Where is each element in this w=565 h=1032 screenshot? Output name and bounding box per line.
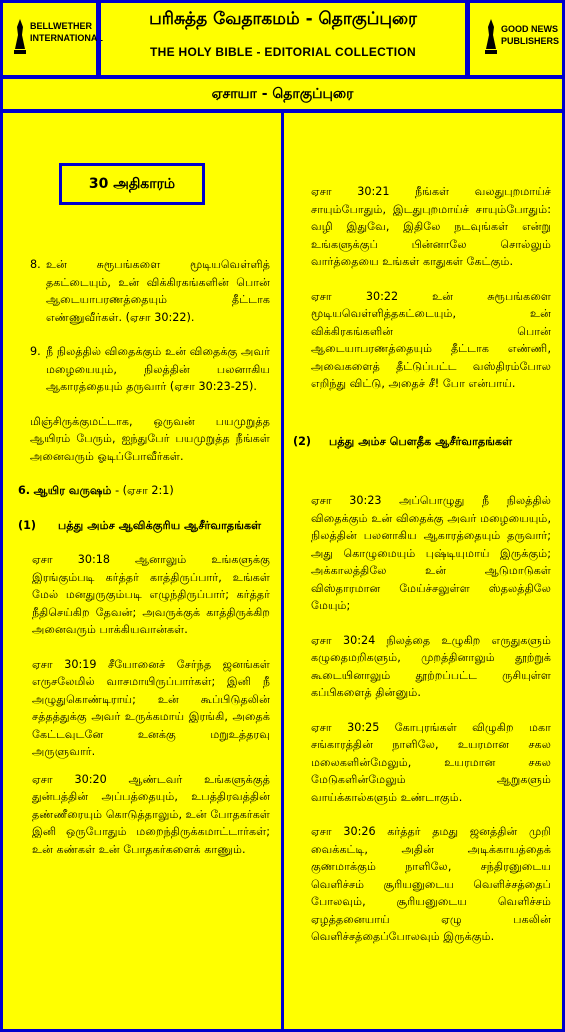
right-logo-text: GOOD NEWS PUBLISHERS bbox=[501, 24, 560, 46]
section-6-number: 6. bbox=[18, 484, 31, 497]
verse-30-24: ஏசா 30:24 நிலத்தை உழுகிற எருதுகளும் கழுதைமறிகளும், முறத்தினாலும் தூற்றுக் கூடையினாலும் தூற்றப்பட்ட ருசியுள்ள கப்பிகளைத் தின்னும். bbox=[311, 633, 551, 699]
title-tamil: பரிசுத்த வேதாகமம் - தொகுப்புரை bbox=[149, 9, 417, 29]
item-8-number: 8. bbox=[30, 258, 41, 271]
section-6-title: ஆயிர வருஷம் bbox=[33, 484, 112, 497]
chapter-label: 30 அதிகாரம் bbox=[59, 163, 205, 205]
subsection-1-number: (1) bbox=[18, 518, 37, 532]
verse-30-25: ஏசா 30:25 கோபுரங்கள் விழுகிற மகா சங்காரத்தின் நாளிலே, உயரமான சகல மலைகளின்மேலும், உயரமான சகல மேடுகளின்மேலும் ஆறுகளும் வாய்க்கால்களும் உண்டாகும். bbox=[311, 720, 551, 804]
threat-paragraph: மிஞ்சிருக்குமட்டாக, ஒருவன் பயமுறுத்த ஆயிரம் பேரும், ஐந்துபேர் பயமுறுத்த நீங்கள் அனைவரும் ஓடிப்போவீர்கள். bbox=[30, 414, 270, 463]
subsection-2-heading bbox=[293, 433, 551, 451]
subsection-2-row bbox=[293, 433, 551, 451]
item-8-text: உன் சுரூபங்களை மூடியவெள்ளித் தகட்டையும், உன் விக்கிரகங்களின் பொன் ஆடையாபரணத்தையும் தீட்டாக எண்ணுவீர்கள். (ஏசா 30:22). bbox=[46, 258, 270, 324]
bellwether-logo-icon bbox=[13, 17, 27, 57]
subsection-1-heading bbox=[18, 517, 270, 535]
verse-30-23: ஏசா 30:23 அப்பொழுது நீ நிலத்தில் விதைக்கும் உன் விதைக்கு அவர் மழையையும், நிலத்தின் பலனாகிய ஆகாரத்தையும் தருவார்; அது கொழுமையும் புஷ்டியுமாய் இருக்கும்; அக்காலத்திலே உன் ஆடுமாடுகள் விஸ்தாரமான மேய்ச்சலுள்ள ஸ்தலத்திலே மேயும்; bbox=[311, 494, 551, 612]
verse-30-22: ஏசா 30:22 உன் சுரூபங்களை மூடியவெள்ளித்தகட்டையும், உன் விக்கிரகங்களின் பொன் ஆடையாபரணத்தையும் தீட்டாக எண்ணி, அவைகளைத் தீட்டுப்பட்ட வஸ்திரம்போல எறிந்து விட்டு, அதைச் சீ! போ என்பாய். bbox=[311, 289, 551, 390]
verse-30-19: ஏசா 30:19 சீயோனைச் சேர்ந்த ஜனங்கள் எருசலேமில் வாசமாயிருப்பார்கள்; இனி நீ அழுதுகொண்டிராய்; உன் கூப்பிடுதலின் சத்தத்துக்கு அவர் உருக்கமாய் இரங்கி, அதைக் கேட்டவுடனே உனக்கு மறுஉத்தரவு அருளுவார். bbox=[32, 657, 270, 758]
subsection-2-number: (2) bbox=[293, 435, 312, 448]
item-9 bbox=[30, 343, 270, 396]
good-news-logo-icon bbox=[484, 17, 498, 57]
left-logo-text: BELLWETHER INTERNATIONAL bbox=[30, 21, 103, 43]
right-column-content bbox=[311, 183, 551, 393]
subsection-1-title: பத்து அம்ச ஆவிக்குரிய ஆசீர்வாதங்கள் bbox=[58, 518, 262, 532]
subsection-2-title: பத்து அம்ச பௌதீக ஆசீர்வாதங்கள் bbox=[329, 435, 513, 448]
verse-30-21: ஏசா 30:21 நீங்கள் வலதுபுறமாய்ச் சாயும்போதும், இடதுபுறமாய்ச் சாயும்போதும்: வழி இதுவே, இதிலே நடவுங்கள் என்று உங்களுக்குப் பின்னாலே சொல்லும் வார்த்தையை உங்கள் காதுகள் கேட்கும். bbox=[311, 185, 551, 268]
left-column-content bbox=[18, 256, 270, 858]
item-9-text: நீ நிலத்தில் விதைக்கும் உன் விதைக்கு அவர் மழையையும், நிலத்தின் பலனாகிய ஆகாரத்தையும் தருவார் (ஏசா 30:23-25). bbox=[46, 345, 270, 393]
subheader-title: ஏசாயா - தொகுப்புரை bbox=[211, 86, 354, 102]
section-6-heading bbox=[18, 482, 270, 500]
right-logo-box bbox=[467, 0, 565, 78]
title-english: THE HOLY BIBLE - EDITORIAL COLLECTION bbox=[149, 45, 416, 59]
verse-30-26: ஏசா 30:26 கர்த்தர் தமது ஜனத்தின் முறி வைக்கட்டி, அதின் அடிக்காயத்தைக் குணமாக்கும் நாளிலே, சந்திரனுடைய வெளிச்சம் சூரியனுடைய வெளிச்சத்தைப் போலவும், சூரியனுடைய வெளிச்சம் ஏழத்தனையாய் ஏழு பகலின் வெளிச்சத்தைப்போலவும் இருக்கும். bbox=[311, 825, 551, 943]
right-column-content-2 bbox=[311, 492, 551, 946]
item-9-number: 9. bbox=[30, 345, 41, 358]
section-6-ref: - (ஏசா 2:1) bbox=[115, 484, 174, 497]
item-8 bbox=[30, 256, 270, 326]
left-logo-box bbox=[0, 0, 103, 78]
subheader-box bbox=[0, 76, 565, 112]
title-box bbox=[98, 0, 468, 78]
verse-30-20: ஏசா 30:20 ஆண்டவர் உங்களுக்குத் துன்பத்தின் அப்பத்தையும், உபத்திரவத்தின் தண்ணீரையும் கொடுத்தாலும், உன் போதகர்கள் இனி ஒருபோதும் மறைந்திருக்கமாட்டார்கள்; உன் கண்கள் உன் போதகர்களைக் காணும். bbox=[32, 772, 270, 856]
verse-30-18: ஏசா 30:18 ஆனாலும் உங்களுக்கு இரங்கும்படி கர்த்தர் காத்திருப்பார், உங்கள் மேல் மனதுருகும்படி எழுந்திருப்பார்; கர்த்தர் நீதிசெய்கிற தேவன்; அவருக்குக் காத்திருக்கிற அனைவரும் பாக்கியவான்கள். bbox=[32, 553, 270, 636]
